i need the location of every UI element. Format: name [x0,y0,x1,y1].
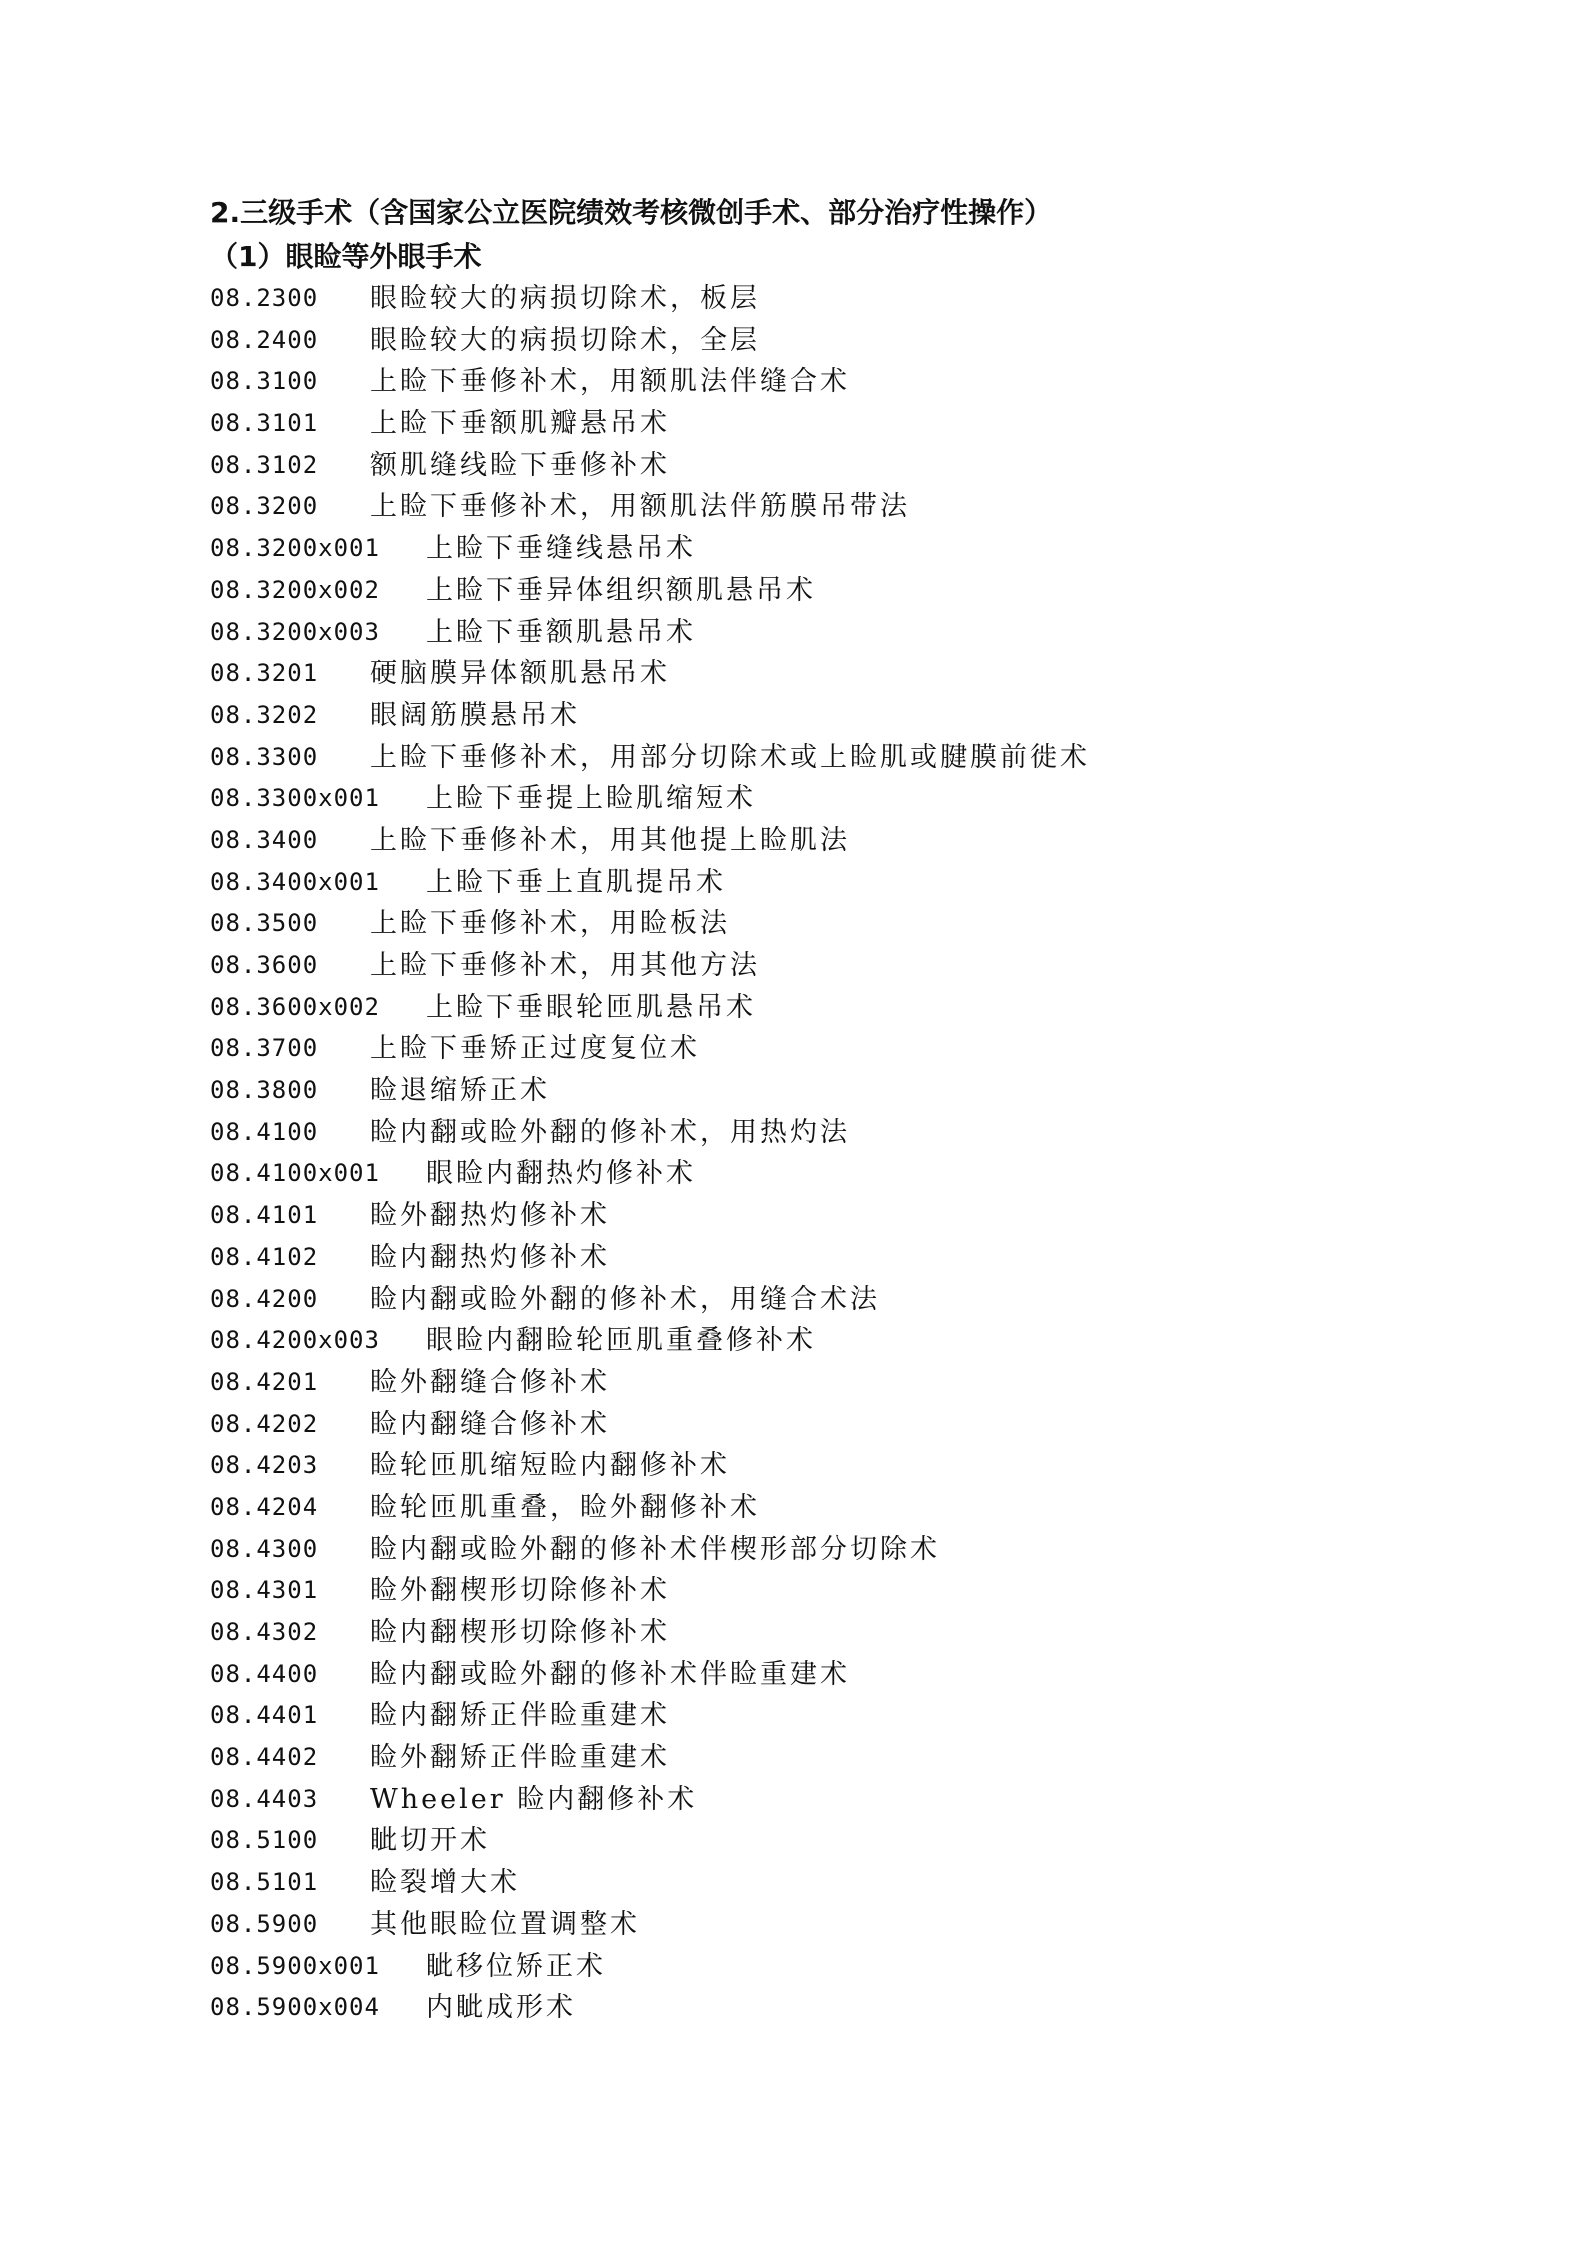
procedure-name: 上睑下垂修补术，用其他方法 [370,950,760,981]
procedure-row [210,1779,1410,1821]
procedure-name: 眼阔筋膜悬吊术 [370,699,580,731]
procedure-row [210,1320,1410,1362]
procedure-name: 睑外翻热灼修补术 [370,1200,610,1232]
procedure-row [210,1862,1410,1904]
procedure-code: 08.3700 [210,1034,319,1063]
procedure-code: 08.3200 [210,492,319,521]
procedure-name: 眼睑内翻热灼修补术 [426,1158,696,1190]
procedure-code: 08.3600 [210,951,319,979]
procedure-code: 08.4202 [210,1409,319,1438]
procedure-row [210,320,1410,362]
procedure-row [210,1070,1410,1112]
procedure-row [210,278,1410,320]
procedure-row [210,570,1410,612]
procedure-name: 上睑下垂修补术，用额肌法伴筋膜吊带法 [370,491,910,523]
procedure-name: 上睑下垂异体组织额肌悬吊术 [426,574,816,606]
procedure-name: 上睑下垂眼轮匝肌悬吊术 [426,991,756,1023]
procedure-code: 08.4204 [210,1492,319,1521]
procedure-row [210,1820,1410,1862]
procedure-row [210,1904,1410,1946]
procedure-name: 睑外翻楔形切除修补术 [370,1575,670,1607]
procedure-row [210,1946,1410,1988]
procedure-code: 08.5101 [210,1868,319,1897]
procedure-code: 08.4402 [210,1743,319,1772]
procedure-row [210,1987,1410,2029]
procedure-name: 睑裂增大术 [370,1867,520,1899]
procedure-code: 08.4403 [210,1784,319,1813]
procedure-row [210,862,1410,904]
procedure-row [210,486,1410,528]
document-page [210,190,1410,2029]
procedure-name: 睑内翻矫正伴睑重建术 [370,1700,670,1732]
procedure-code: 08.3200x002 [210,575,380,604]
procedure-row [210,987,1410,1029]
procedure-code: 08.2300 [210,284,319,312]
procedure-name: 睑内翻或睑外翻的修补术，用热灼法 [370,1116,850,1148]
procedure-code: 08.3102 [210,450,319,479]
procedure-name: 额肌缝线睑下垂修补术 [370,449,670,481]
procedure-name: 上睑下垂修补术，用其他提上睑肌法 [370,824,850,856]
procedure-code: 08.3300x001 [210,784,380,813]
procedure-code: 08.4302 [210,1618,319,1646]
procedure-name: 睑内翻楔形切除修补术 [370,1617,670,1648]
procedure-name: 睑内翻或睑外翻的修补术伴睑重建术 [370,1658,850,1690]
procedure-name: 上睑下垂缝线悬吊术 [426,533,696,565]
procedure-name: 上睑下垂额肌瓣悬吊术 [370,408,670,440]
procedure-code: 08.4401 [210,1701,319,1730]
procedure-code: 08.5900x001 [210,1951,380,1980]
procedure-code: 08.4203 [210,1451,319,1480]
procedure-name: 硬脑膜异体额肌悬吊术 [370,658,670,690]
procedure-row [210,403,1410,445]
procedure-name: 睑内翻或睑外翻的修补术伴楔形部分切除术 [370,1533,940,1565]
procedure-name: 上睑下垂上直肌提吊术 [426,866,726,898]
procedure-name: 睑内翻或睑外翻的修补术，用缝合术法 [370,1283,880,1315]
procedure-row [210,1654,1410,1696]
procedure-row [210,945,1410,987]
procedure-code: 08.4201 [210,1367,319,1396]
procedure-name: 眼睑内翻睑轮匝肌重叠修补术 [426,1325,816,1357]
procedure-row [210,820,1410,862]
procedure-row [210,1237,1410,1279]
procedure-code: 08.2400 [210,325,319,354]
procedure-row [210,695,1410,737]
procedure-name: 内眦成形术 [426,1992,576,2024]
procedure-name: 眼睑较大的病损切除术，板层 [370,283,760,314]
procedure-name: 睑轮匝肌重叠，睑外翻修补术 [370,1491,760,1523]
procedure-row [210,1279,1410,1321]
procedure-name: 睑退缩矫正术 [370,1075,550,1107]
procedure-name: 睑外翻缝合修补术 [370,1366,610,1398]
procedure-code: 08.3500 [210,909,319,938]
procedure-name: 睑外翻矫正伴睑重建术 [370,1742,670,1774]
procedure-row [210,737,1410,779]
subsection-title: （1）眼睑等外眼手术 [210,240,482,273]
procedure-name: 睑内翻热灼修补术 [370,1241,610,1273]
procedure-row [210,1570,1410,1612]
procedure-code: 08.3300 [210,742,319,771]
procedure-code: 08.4101 [210,1201,319,1230]
procedure-code: 08.3800 [210,1076,319,1105]
procedure-name: Wheeler 睑内翻修补术 [370,1783,698,1815]
procedure-name: 睑轮匝肌缩短睑内翻修补术 [370,1450,730,1482]
procedure-name: 睑内翻缝合修补术 [370,1408,610,1440]
procedure-code: 08.4301 [210,1576,319,1605]
procedure-name: 眼睑较大的病损切除术，全层 [370,324,760,356]
procedure-code: 08.5100 [210,1826,319,1855]
procedure-row [210,1529,1410,1571]
procedure-row [210,1695,1410,1737]
procedure-row [210,445,1410,487]
procedure-code: 08.3200x003 [210,617,380,646]
procedure-row [210,612,1410,654]
procedure-code: 08.4300 [210,1534,319,1563]
procedure-row [210,1195,1410,1237]
procedure-row [210,1737,1410,1779]
procedure-row [210,1028,1410,1070]
procedure-row [210,1153,1410,1195]
section-title: 2.三级手术（含国家公立医院绩效考核微创手术、部分治疗性操作） [210,196,1053,229]
procedure-code: 08.3400 [210,825,319,854]
procedure-code: 08.3100 [210,367,319,396]
procedure-code: 08.3400x001 [210,867,380,896]
procedure-code: 08.5900x004 [210,1993,380,2022]
procedure-code: 08.3200x001 [210,534,380,563]
procedure-code: 08.4100 [210,1117,319,1146]
procedure-row [210,1404,1410,1446]
procedure-code: 08.3101 [210,409,319,438]
procedure-row [210,778,1410,820]
procedure-name: 上睑下垂额肌悬吊术 [426,616,696,648]
procedure-code: 08.4102 [210,1242,319,1271]
procedure-row [210,1445,1410,1487]
procedure-code: 08.4100x001 [210,1159,380,1188]
procedure-name: 其他眼睑位置调整术 [370,1908,640,1940]
procedure-code: 08.3201 [210,659,319,688]
procedure-name: 上睑下垂修补术，用额肌法伴缝合术 [370,366,850,398]
procedure-name: 上睑下垂修补术，用部分切除术或上睑肌或腱膜前徙术 [370,741,1090,773]
procedure-name: 眦切开术 [370,1825,490,1857]
procedure-row [210,1487,1410,1529]
procedure-name: 上睑下垂修补术，用睑板法 [370,908,730,940]
procedure-row [210,1362,1410,1404]
procedure-row [210,1112,1410,1154]
procedure-code: 08.3600x002 [210,992,380,1021]
procedure-code: 08.4400 [210,1659,319,1688]
procedure-name: 上睑下垂矫正过度复位术 [370,1033,700,1065]
procedure-row [210,653,1410,695]
procedure-name: 眦移位矫正术 [426,1950,606,1982]
procedure-name: 上睑下垂提上睑肌缩短术 [426,783,756,815]
procedure-code: 08.4200 [210,1284,319,1313]
procedure-row [210,528,1410,570]
procedure-code: 08.3202 [210,700,319,729]
procedure-list [210,278,1410,2029]
procedure-row [210,1612,1410,1654]
procedure-row [210,903,1410,945]
procedure-row [210,361,1410,403]
procedure-code: 08.4200x003 [210,1326,380,1355]
procedure-code: 08.5900 [210,1909,319,1938]
